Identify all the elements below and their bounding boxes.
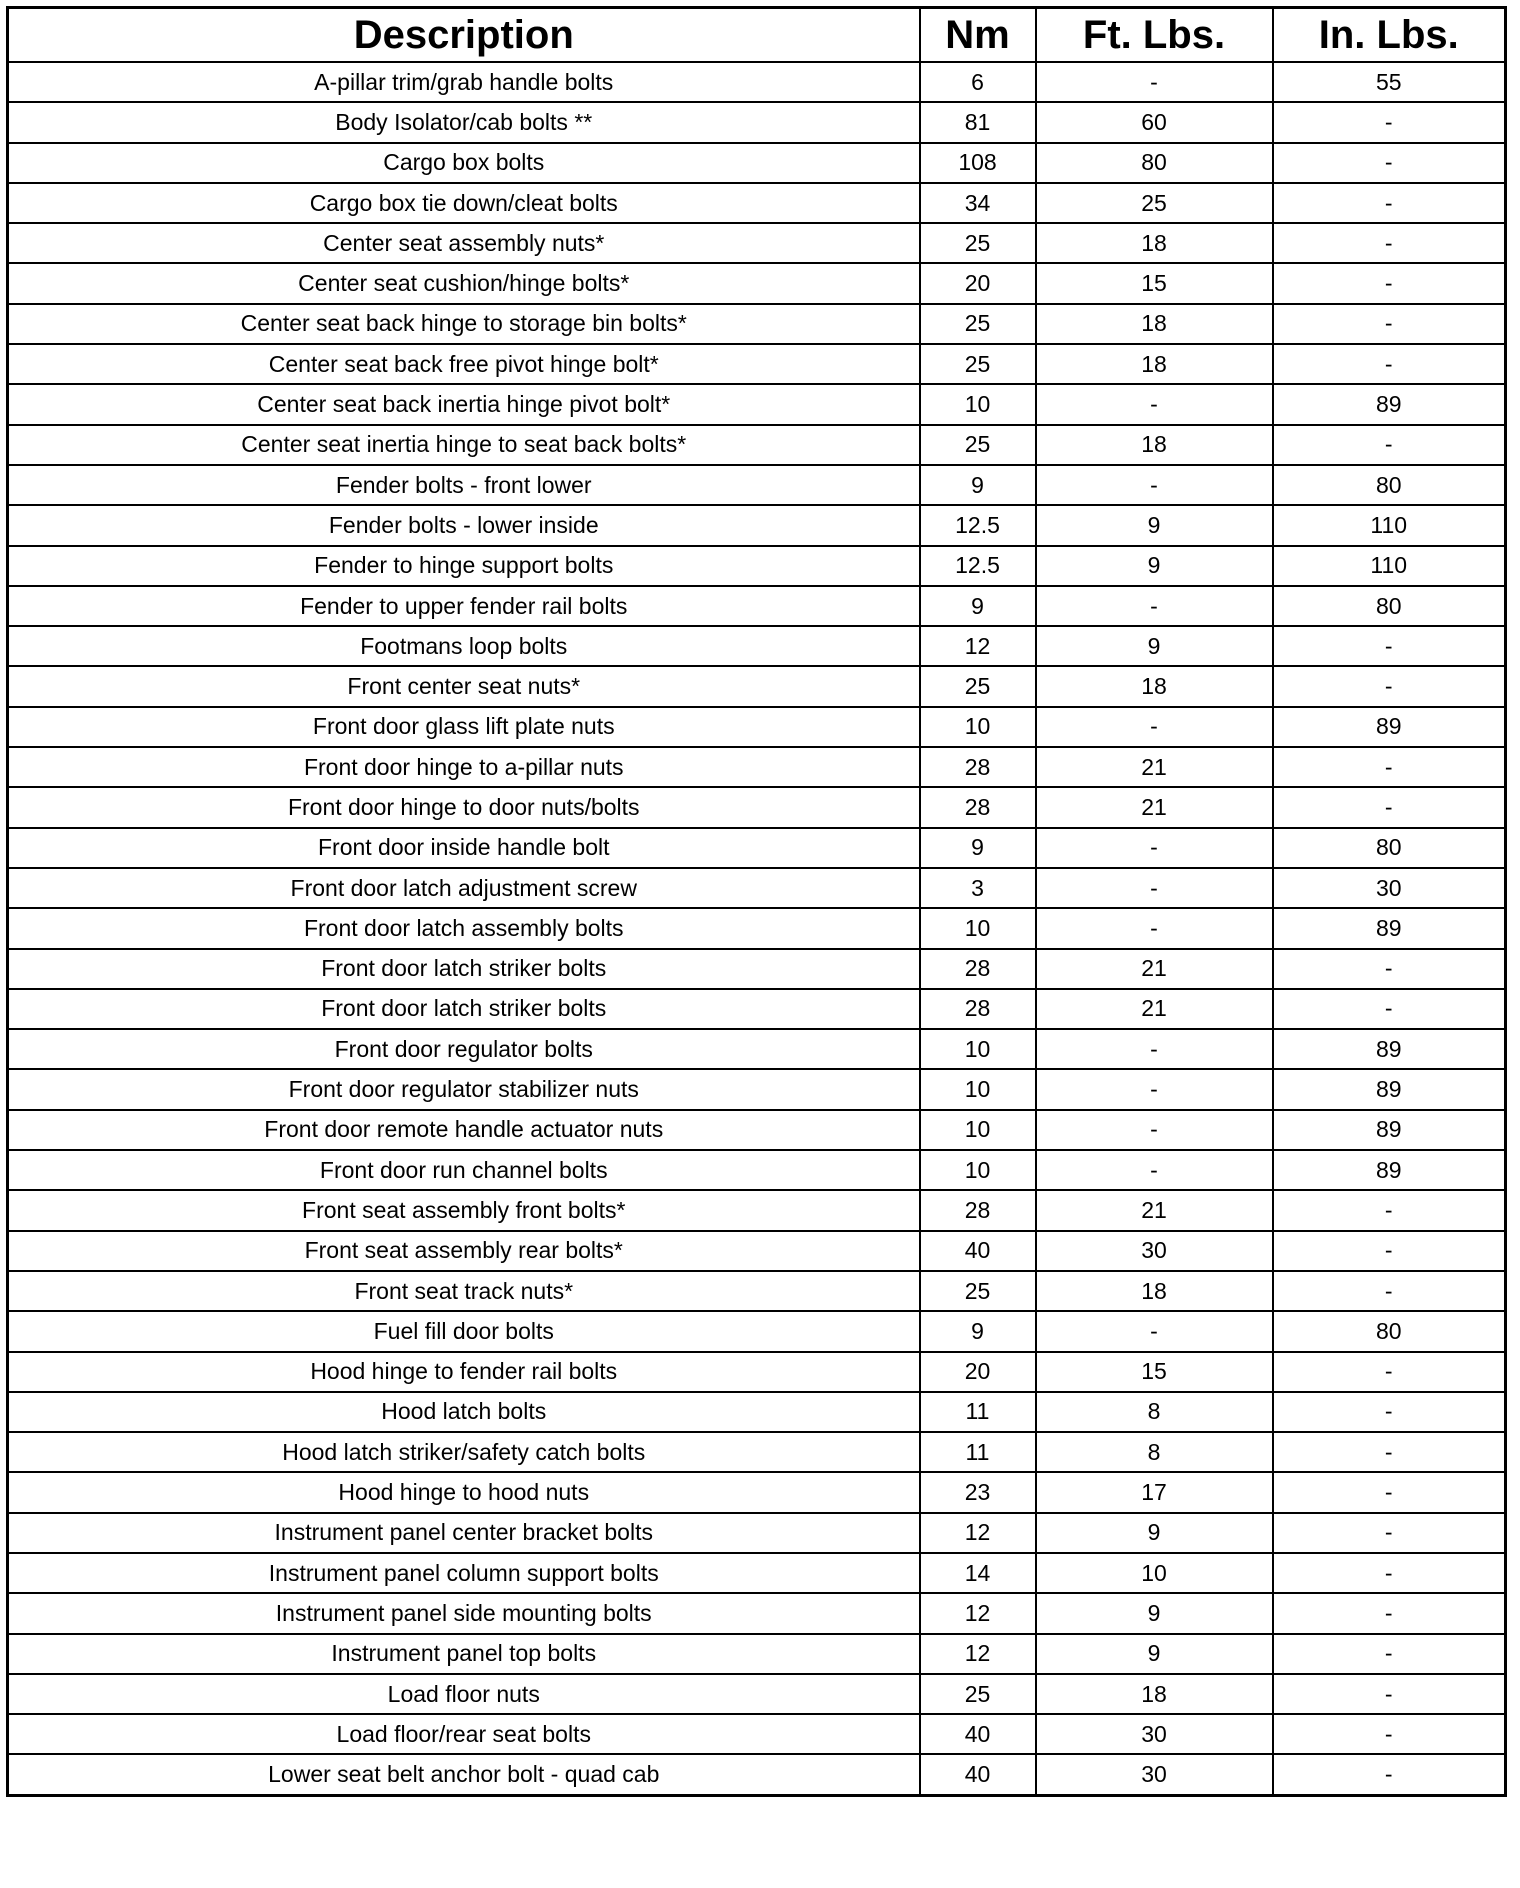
- cell-nm: 20: [920, 1352, 1036, 1392]
- cell-ft-lbs: 15: [1036, 263, 1273, 303]
- cell-ft-lbs: -: [1036, 1110, 1273, 1150]
- cell-in-lbs: -: [1273, 1190, 1506, 1230]
- cell-description: Fender bolts - front lower: [8, 465, 920, 505]
- table-row: [8, 1593, 1506, 1633]
- cell-ft-lbs: 15: [1036, 1352, 1273, 1392]
- cell-in-lbs: -: [1273, 1271, 1506, 1311]
- cell-nm: 14: [920, 1553, 1036, 1593]
- cell-description: Fender to upper fender rail bolts: [8, 586, 920, 626]
- cell-ft-lbs: 80: [1036, 143, 1273, 183]
- cell-in-lbs: -: [1273, 1392, 1506, 1432]
- cell-nm: 12: [920, 1513, 1036, 1553]
- cell-nm: 40: [920, 1231, 1036, 1271]
- cell-nm: 25: [920, 1271, 1036, 1311]
- table-row: [8, 666, 1506, 706]
- cell-description: Front door latch adjustment screw: [8, 868, 920, 908]
- table-row: [8, 384, 1506, 424]
- cell-in-lbs: 89: [1273, 908, 1506, 948]
- table-row: [8, 143, 1506, 183]
- cell-nm: 28: [920, 1190, 1036, 1230]
- table-row: [8, 223, 1506, 263]
- cell-ft-lbs: 18: [1036, 666, 1273, 706]
- cell-ft-lbs: -: [1036, 465, 1273, 505]
- cell-nm: 12.5: [920, 546, 1036, 586]
- cell-ft-lbs: -: [1036, 908, 1273, 948]
- cell-nm: 12: [920, 626, 1036, 666]
- cell-ft-lbs: 30: [1036, 1754, 1273, 1795]
- cell-in-lbs: -: [1273, 263, 1506, 303]
- cell-in-lbs: 110: [1273, 546, 1506, 586]
- table-row: [8, 1714, 1506, 1754]
- cell-in-lbs: -: [1273, 102, 1506, 142]
- table-row: [8, 263, 1506, 303]
- cell-in-lbs: 89: [1273, 1150, 1506, 1190]
- cell-in-lbs: -: [1273, 425, 1506, 465]
- cell-description: Front door hinge to door nuts/bolts: [8, 787, 920, 827]
- cell-in-lbs: 80: [1273, 586, 1506, 626]
- cell-nm: 10: [920, 1069, 1036, 1109]
- table-row: [8, 1392, 1506, 1432]
- cell-in-lbs: 80: [1273, 828, 1506, 868]
- cell-description: Front seat assembly rear bolts*: [8, 1231, 920, 1271]
- cell-in-lbs: -: [1273, 989, 1506, 1029]
- cell-in-lbs: -: [1273, 1593, 1506, 1633]
- header-ft-lbs: Ft. Lbs.: [1036, 8, 1273, 63]
- cell-description: Fender bolts - lower inside: [8, 505, 920, 545]
- cell-ft-lbs: -: [1036, 62, 1273, 102]
- cell-nm: 10: [920, 1150, 1036, 1190]
- cell-nm: 10: [920, 1110, 1036, 1150]
- table-header-row: [8, 8, 1506, 63]
- cell-ft-lbs: 9: [1036, 546, 1273, 586]
- cell-description: Fuel fill door bolts: [8, 1311, 920, 1351]
- cell-description: Instrument panel side mounting bolts: [8, 1593, 920, 1633]
- table-row: [8, 747, 1506, 787]
- table-row: [8, 1674, 1506, 1714]
- cell-ft-lbs: 9: [1036, 1634, 1273, 1674]
- cell-in-lbs: -: [1273, 223, 1506, 263]
- cell-nm: 28: [920, 989, 1036, 1029]
- cell-ft-lbs: 21: [1036, 949, 1273, 989]
- cell-in-lbs: -: [1273, 1553, 1506, 1593]
- cell-ft-lbs: 30: [1036, 1231, 1273, 1271]
- torque-spec-table: [6, 6, 1507, 1797]
- cell-nm: 25: [920, 304, 1036, 344]
- cell-in-lbs: -: [1273, 626, 1506, 666]
- cell-ft-lbs: 9: [1036, 505, 1273, 545]
- cell-in-lbs: 80: [1273, 1311, 1506, 1351]
- cell-description: Cargo box tie down/cleat bolts: [8, 183, 920, 223]
- cell-in-lbs: 89: [1273, 1110, 1506, 1150]
- cell-description: Front door regulator bolts: [8, 1029, 920, 1069]
- cell-description: Front door regulator stabilizer nuts: [8, 1069, 920, 1109]
- table-row: [8, 707, 1506, 747]
- cell-in-lbs: -: [1273, 747, 1506, 787]
- cell-ft-lbs: 18: [1036, 1271, 1273, 1311]
- cell-description: Cargo box bolts: [8, 143, 920, 183]
- cell-nm: 81: [920, 102, 1036, 142]
- cell-in-lbs: -: [1273, 1674, 1506, 1714]
- cell-description: Center seat back inertia hinge pivot bolt*: [8, 384, 920, 424]
- cell-ft-lbs: -: [1036, 586, 1273, 626]
- header-description: Description: [8, 8, 920, 63]
- cell-description: Front center seat nuts*: [8, 666, 920, 706]
- table-row: [8, 1069, 1506, 1109]
- table-row: [8, 1231, 1506, 1271]
- cell-nm: 9: [920, 465, 1036, 505]
- cell-ft-lbs: -: [1036, 1029, 1273, 1069]
- cell-nm: 9: [920, 1311, 1036, 1351]
- cell-nm: 25: [920, 344, 1036, 384]
- cell-description: Front door glass lift plate nuts: [8, 707, 920, 747]
- table-row: [8, 425, 1506, 465]
- cell-description: Center seat cushion/hinge bolts*: [8, 263, 920, 303]
- cell-in-lbs: -: [1273, 183, 1506, 223]
- table-row: [8, 1150, 1506, 1190]
- cell-ft-lbs: 21: [1036, 989, 1273, 1029]
- table-row: [8, 505, 1506, 545]
- table-row: [8, 1311, 1506, 1351]
- cell-nm: 40: [920, 1714, 1036, 1754]
- cell-ft-lbs: 9: [1036, 1513, 1273, 1553]
- table-row: [8, 1472, 1506, 1512]
- cell-in-lbs: 89: [1273, 384, 1506, 424]
- cell-description: A-pillar trim/grab handle bolts: [8, 62, 920, 102]
- cell-ft-lbs: -: [1036, 707, 1273, 747]
- cell-description: Hood latch bolts: [8, 1392, 920, 1432]
- cell-ft-lbs: 18: [1036, 344, 1273, 384]
- table-row: [8, 908, 1506, 948]
- cell-in-lbs: 80: [1273, 465, 1506, 505]
- cell-nm: 28: [920, 747, 1036, 787]
- cell-in-lbs: -: [1273, 143, 1506, 183]
- cell-nm: 10: [920, 908, 1036, 948]
- cell-description: Hood hinge to hood nuts: [8, 1472, 920, 1512]
- cell-in-lbs: 89: [1273, 1069, 1506, 1109]
- table-row: [8, 989, 1506, 1029]
- cell-ft-lbs: 18: [1036, 1674, 1273, 1714]
- table-row: [8, 183, 1506, 223]
- cell-nm: 9: [920, 828, 1036, 868]
- cell-nm: 10: [920, 384, 1036, 424]
- table-row: [8, 586, 1506, 626]
- cell-description: Instrument panel top bolts: [8, 1634, 920, 1674]
- table-row: [8, 1271, 1506, 1311]
- cell-in-lbs: -: [1273, 1714, 1506, 1754]
- table-row: [8, 344, 1506, 384]
- cell-ft-lbs: -: [1036, 868, 1273, 908]
- cell-description: Center seat assembly nuts*: [8, 223, 920, 263]
- cell-in-lbs: 89: [1273, 707, 1506, 747]
- table-row: [8, 868, 1506, 908]
- cell-ft-lbs: 30: [1036, 1714, 1273, 1754]
- table-row: [8, 787, 1506, 827]
- cell-in-lbs: 110: [1273, 505, 1506, 545]
- table-row: [8, 1634, 1506, 1674]
- cell-nm: 25: [920, 223, 1036, 263]
- cell-in-lbs: -: [1273, 949, 1506, 989]
- cell-nm: 12: [920, 1593, 1036, 1633]
- table-row: [8, 626, 1506, 666]
- cell-ft-lbs: 21: [1036, 787, 1273, 827]
- cell-ft-lbs: 9: [1036, 1593, 1273, 1633]
- cell-nm: 10: [920, 1029, 1036, 1069]
- cell-in-lbs: -: [1273, 1513, 1506, 1553]
- cell-nm: 6: [920, 62, 1036, 102]
- table-row: [8, 102, 1506, 142]
- cell-in-lbs: -: [1273, 1352, 1506, 1392]
- cell-description: Front door latch assembly bolts: [8, 908, 920, 948]
- cell-description: Footmans loop bolts: [8, 626, 920, 666]
- cell-nm: 23: [920, 1472, 1036, 1512]
- cell-nm: 12: [920, 1634, 1036, 1674]
- cell-ft-lbs: 60: [1036, 102, 1273, 142]
- cell-nm: 12.5: [920, 505, 1036, 545]
- table-row: [8, 1029, 1506, 1069]
- cell-in-lbs: -: [1273, 666, 1506, 706]
- table-row: [8, 1432, 1506, 1472]
- cell-nm: 20: [920, 263, 1036, 303]
- cell-description: Hood hinge to fender rail bolts: [8, 1352, 920, 1392]
- cell-nm: 34: [920, 183, 1036, 223]
- table-row: [8, 465, 1506, 505]
- cell-description: Instrument panel column support bolts: [8, 1553, 920, 1593]
- cell-ft-lbs: 9: [1036, 626, 1273, 666]
- cell-in-lbs: -: [1273, 787, 1506, 827]
- table-row: [8, 1553, 1506, 1593]
- table-row: [8, 949, 1506, 989]
- table-row: [8, 304, 1506, 344]
- cell-description: Load floor nuts: [8, 1674, 920, 1714]
- cell-description: Front door latch striker bolts: [8, 989, 920, 1029]
- cell-nm: 10: [920, 707, 1036, 747]
- cell-ft-lbs: 10: [1036, 1553, 1273, 1593]
- cell-nm: 3: [920, 868, 1036, 908]
- table-row: [8, 1110, 1506, 1150]
- cell-in-lbs: -: [1273, 344, 1506, 384]
- cell-nm: 28: [920, 787, 1036, 827]
- cell-description: Hood latch striker/safety catch bolts: [8, 1432, 920, 1472]
- cell-nm: 11: [920, 1432, 1036, 1472]
- cell-description: Front seat track nuts*: [8, 1271, 920, 1311]
- cell-ft-lbs: 17: [1036, 1472, 1273, 1512]
- cell-nm: 40: [920, 1754, 1036, 1795]
- cell-description: Front door latch striker bolts: [8, 949, 920, 989]
- cell-ft-lbs: 25: [1036, 183, 1273, 223]
- cell-in-lbs: -: [1273, 1754, 1506, 1795]
- cell-nm: 25: [920, 425, 1036, 465]
- cell-ft-lbs: -: [1036, 1311, 1273, 1351]
- cell-description: Front door remote handle actuator nuts: [8, 1110, 920, 1150]
- table-row: [8, 62, 1506, 102]
- cell-description: Fender to hinge support bolts: [8, 546, 920, 586]
- cell-ft-lbs: 8: [1036, 1392, 1273, 1432]
- cell-in-lbs: -: [1273, 1634, 1506, 1674]
- header-in-lbs: In. Lbs.: [1273, 8, 1506, 63]
- cell-description: Instrument panel center bracket bolts: [8, 1513, 920, 1553]
- cell-description: Center seat inertia hinge to seat back bolts*: [8, 425, 920, 465]
- table-row: [8, 1754, 1506, 1795]
- cell-in-lbs: 55: [1273, 62, 1506, 102]
- table-row: [8, 1513, 1506, 1553]
- cell-ft-lbs: 18: [1036, 425, 1273, 465]
- cell-nm: 11: [920, 1392, 1036, 1432]
- cell-in-lbs: 89: [1273, 1029, 1506, 1069]
- cell-in-lbs: 30: [1273, 868, 1506, 908]
- cell-description: Front seat assembly front bolts*: [8, 1190, 920, 1230]
- cell-nm: 9: [920, 586, 1036, 626]
- cell-in-lbs: -: [1273, 304, 1506, 344]
- cell-ft-lbs: -: [1036, 828, 1273, 868]
- cell-description: Body Isolator/cab bolts **: [8, 102, 920, 142]
- cell-in-lbs: -: [1273, 1432, 1506, 1472]
- cell-description: Front door run channel bolts: [8, 1150, 920, 1190]
- table-body: [8, 62, 1506, 1795]
- table-row: [8, 1352, 1506, 1392]
- cell-ft-lbs: -: [1036, 1069, 1273, 1109]
- cell-description: Lower seat belt anchor bolt - quad cab: [8, 1754, 920, 1795]
- cell-description: Load floor/rear seat bolts: [8, 1714, 920, 1754]
- cell-ft-lbs: -: [1036, 1150, 1273, 1190]
- table-row: [8, 546, 1506, 586]
- cell-in-lbs: -: [1273, 1231, 1506, 1271]
- cell-nm: 108: [920, 143, 1036, 183]
- table-row: [8, 1190, 1506, 1230]
- cell-description: Center seat back free pivot hinge bolt*: [8, 344, 920, 384]
- cell-description: Front door inside handle bolt: [8, 828, 920, 868]
- cell-ft-lbs: 18: [1036, 223, 1273, 263]
- table-row: [8, 828, 1506, 868]
- cell-ft-lbs: 18: [1036, 304, 1273, 344]
- cell-nm: 28: [920, 949, 1036, 989]
- cell-ft-lbs: 21: [1036, 747, 1273, 787]
- cell-ft-lbs: 21: [1036, 1190, 1273, 1230]
- cell-description: Center seat back hinge to storage bin bolts*: [8, 304, 920, 344]
- cell-nm: 25: [920, 666, 1036, 706]
- cell-ft-lbs: 8: [1036, 1432, 1273, 1472]
- cell-nm: 25: [920, 1674, 1036, 1714]
- cell-in-lbs: -: [1273, 1472, 1506, 1512]
- cell-description: Front door hinge to a-pillar nuts: [8, 747, 920, 787]
- cell-ft-lbs: -: [1036, 384, 1273, 424]
- header-nm: Nm: [920, 8, 1036, 63]
